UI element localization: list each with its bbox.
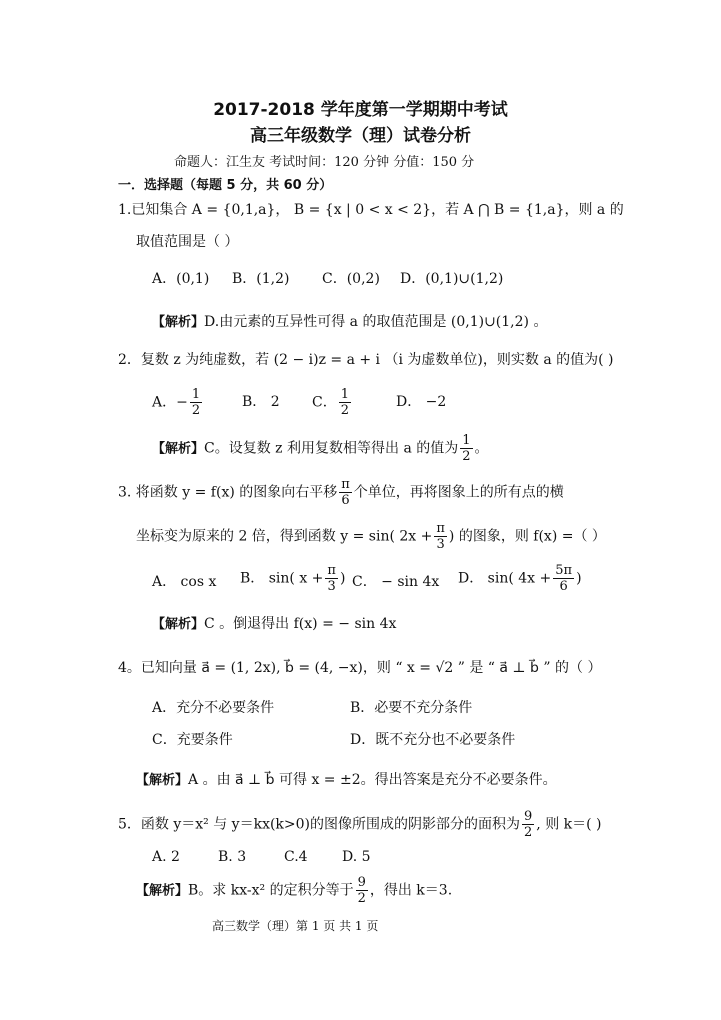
q5-stem-part-b: , 则 k＝( )	[536, 816, 602, 833]
fraction-numerator: 1	[462, 433, 471, 448]
q5-option-a: A. 2	[152, 849, 180, 865]
q2-option-c	[312, 388, 353, 417]
fraction-denominator: 2	[462, 449, 471, 464]
q5-stem-line1	[118, 810, 602, 839]
q4-option-c: C．充要条件	[152, 732, 233, 748]
q3-option-b-label: B． sin( x +	[240, 570, 324, 587]
exam-title: 2017-2018 学年度第一学期期中考试	[213, 100, 508, 120]
solution-label: 【解析】	[152, 441, 205, 457]
fraction-numerator: π	[327, 563, 336, 578]
q2-option-b: B． 2	[242, 394, 280, 410]
q1-stem-line2: 取值范围是（ ）	[136, 234, 239, 250]
q5-solution-fraction	[356, 876, 368, 905]
q3-option-d-label: D． sin( 4x +	[458, 570, 552, 587]
fraction-numerator: π	[436, 521, 445, 536]
q2-option-d: D． −2	[396, 394, 447, 410]
q2-solution-fraction	[460, 434, 472, 463]
fraction-denominator: 3	[436, 537, 445, 552]
solution-label: 【解析】	[152, 617, 205, 632]
fraction-denominator: 2	[524, 825, 533, 840]
q1-option-d: D．(0,1)∪(1,2)	[400, 271, 504, 287]
fraction-numerator: π	[341, 477, 350, 492]
fraction-denominator: 6	[341, 493, 350, 508]
q3-stem-fraction-2	[434, 522, 447, 551]
q3-option-c: C． − sin 4x	[352, 574, 440, 590]
q3-stem-line2-part-a: 坐标变为原来的 2 倍，得到函数 y = sin( 2x +	[136, 528, 433, 545]
fraction-numerator: 1	[340, 387, 349, 402]
q2-solution	[152, 434, 489, 463]
q5-solution-text-a: B。求 kx-x² 的定积分等于	[188, 882, 354, 899]
q2-option-c-fraction	[339, 388, 351, 417]
q1-option-b: B．(1,2)	[232, 271, 290, 287]
q3-stem-fraction	[339, 478, 352, 507]
q3-option-d	[458, 564, 582, 593]
q4-option-d: D．既不充分也不必要条件	[350, 732, 516, 748]
page-footer: 高三数学（理）第 1 页 共 1 页	[212, 919, 379, 933]
q3-stem-line1	[118, 478, 564, 507]
fraction-numerator: 1	[191, 387, 201, 402]
q5-solution	[136, 876, 452, 905]
q4-solution-text: A 。由 a⃗ ⊥ b⃗ 可得 x = ±2。得出答案是充分不必要条件。	[188, 772, 557, 788]
q4-stem-line1: 4。已知向量 a⃗ = (1, 2x), b⃗ = (4, −x)，则 “ x = √2 ” 是 “ a⃗ ⊥ b⃗ ” 的（ ）	[118, 660, 602, 676]
q4-option-a: A．充分不必要条件	[152, 700, 275, 716]
q4-option-b: B．必要不充分条件	[350, 700, 473, 716]
q5-stem-part-a: 5．函数 y＝x² 与 y＝kx(k>0)的图像所围成的阴影部分的面积为	[118, 816, 521, 833]
q1-stem-line1: 1.已知集合 A = {0,1,a}， B = {x | 0 < x < 2}，若 A ⋂ B = {1,a}，则 a 的	[118, 202, 624, 218]
q5-option-c: C.4	[284, 849, 308, 865]
fraction-denominator: 2	[357, 891, 366, 906]
solution-label: 【解析】	[152, 315, 205, 330]
q2-option-a-label: A．−	[152, 394, 188, 411]
q5-stem-fraction	[522, 810, 534, 839]
q3-option-b-close: )	[339, 570, 346, 587]
section-heading: 一．选择题（每题 5 分，共 60 分）	[118, 178, 333, 193]
fraction-numerator: 5π	[555, 563, 573, 578]
q2-option-a-fraction	[190, 388, 202, 417]
q3-stem-line2	[136, 522, 606, 551]
q3-stem-line2-part-b: ) 的图象，则 f(x) =（ ）	[448, 528, 606, 545]
fraction-denominator: 6	[559, 579, 568, 594]
q3-solution	[152, 614, 396, 635]
fraction-numerator: 9	[524, 809, 533, 824]
exam-meta: 命题人：江生友 考试时间：120 分钟 分值：150 分	[174, 155, 475, 170]
q2-option-a	[152, 388, 204, 417]
q2-solution-end: 。	[474, 440, 489, 457]
fraction-numerator: 9	[357, 875, 366, 890]
q3-option-b	[240, 564, 345, 593]
q3-option-d-close: )	[576, 570, 582, 587]
q3-option-d-fraction	[553, 564, 574, 593]
q1-option-c: C．(0,2)	[322, 271, 380, 287]
fraction-denominator: 2	[340, 403, 349, 418]
solution-label: 【解析】	[136, 773, 189, 788]
q4-solution	[136, 770, 557, 791]
q3-solution-text: C 。倒退得出 f(x) = − sin 4x	[204, 616, 397, 632]
exam-subtitle: 高三年级数学（理）试卷分析	[250, 126, 471, 146]
q1-solution	[152, 312, 547, 333]
q2-stem-line1: 2．复数 z 为纯虚数，若 (2 − i)z = a + i （i 为虚数单位)，则实数 a 的值为( )	[118, 352, 614, 368]
fraction-denominator: 2	[191, 403, 201, 418]
q3-option-a: A． cos x	[152, 574, 217, 590]
q2-option-c-label: C．	[312, 394, 337, 411]
q1-option-a: A．(0,1)	[152, 271, 210, 287]
solution-label: 【解析】	[136, 883, 189, 899]
q2-solution-text: C。设复数 z 利用复数相等得出 a 的值为	[204, 440, 459, 457]
q5-option-d: D. 5	[342, 849, 371, 865]
q3-stem-part-b: 个单位，再将图象上的所有点的横	[353, 484, 564, 501]
q5-option-b: B. 3	[218, 849, 247, 865]
fraction-denominator: 3	[327, 579, 336, 594]
q3-option-b-fraction	[325, 564, 338, 593]
q1-solution-text: D.由元素的互异性可得 a 的取值范围是 (0,1)∪(1,2) 。	[204, 314, 548, 330]
q5-solution-text-b: ，得出 k＝3.	[369, 882, 453, 899]
q3-stem-part-a: 3. 将函数 y = f(x) 的图象向右平移	[118, 484, 338, 501]
